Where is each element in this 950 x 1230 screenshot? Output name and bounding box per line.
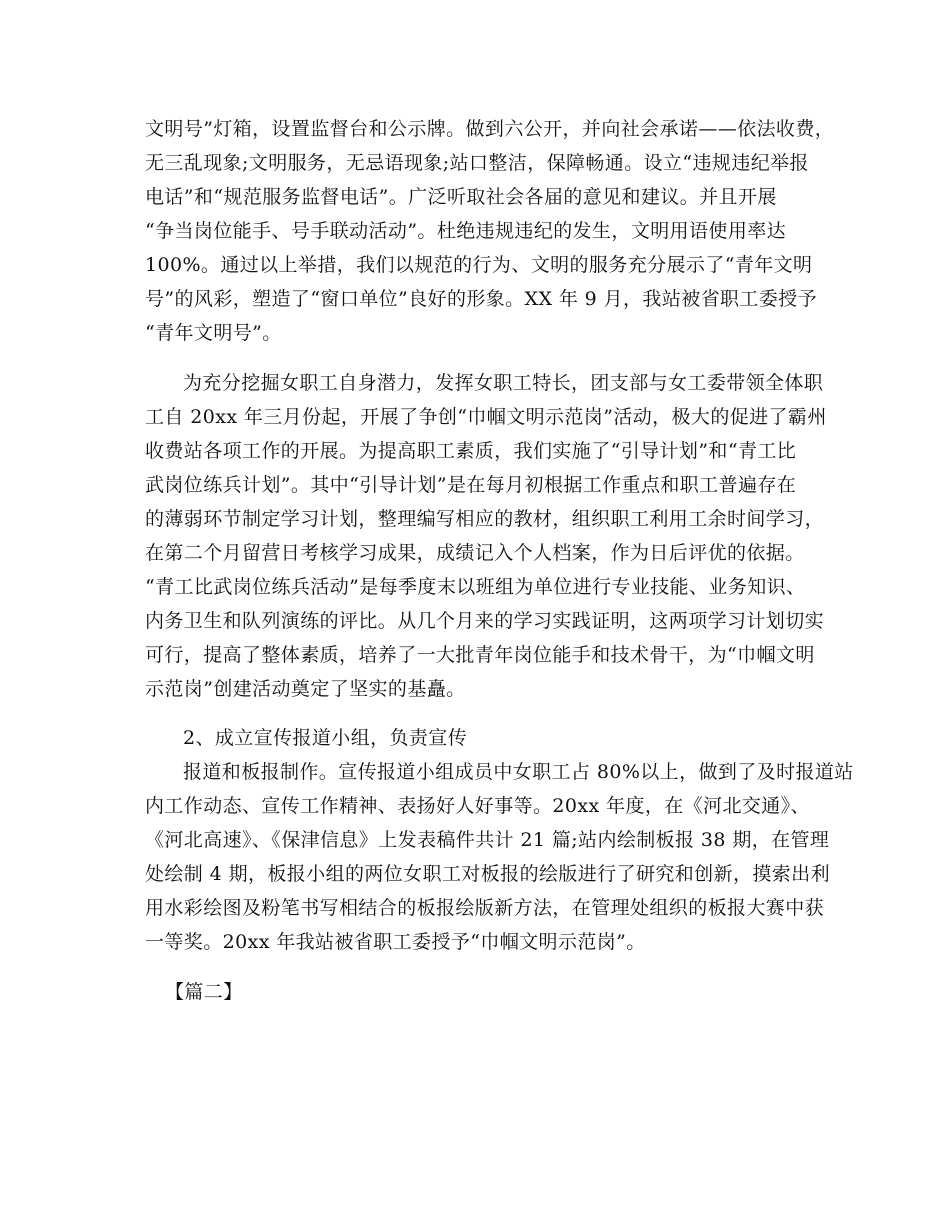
text-line: 可行，提高了整体素质，培养了一大批青年岗位能手和技术骨干，为“巾帼文明 [145,644,815,666]
text-line: 收费站各项工作的开展。为提高职工素质，我们实施了“引导计划”和“青工比 [145,440,797,462]
text-line: 内务卫生和队列演练的评比。从几个月来的学习实践证明，这两项学习计划切实 [145,610,825,632]
text-line: 号”的风彩，塑造了“窗口单位”良好的形象。XX 年 9 月，我站被省职工委授予 [145,288,818,310]
text-line: 一等奖。20xx 年我站被省职工委授予“巾帼文明示范岗”。 [145,931,646,953]
text-line: 示范岗”创建活动奠定了坚实的基矗。 [145,678,466,700]
text-line: 电话”和“规范服务监督电话”。广泛听取社会各届的意见和建议。并且开展 [145,186,777,208]
text-line: 内工作动态、宣传工作精神、表扬好人好事等。20xx 年度，在《河北交通》、 [145,795,810,817]
section-heading: 2、成立宣传报道小组，负责宣传 [183,727,468,749]
text-line: 在第二个月留营日考核学习成果，成绩记入个人档案，作为日后评优的依据。 [145,542,805,564]
text-line: 无三乱现象;文明服务，无忌语现象;站口整洁，保障畅通。设立“违规违纪举报 [145,152,809,174]
text-line: 处绘制 4 期，板报小组的两位女职工对板报的绘版进行了研究和创新，摸索出利 [145,863,830,885]
text-line: 武岗位练兵计划”。其中“引导计划”是在每月初根据工作重点和职工普遍存在 [145,474,797,496]
paragraph-first-line: 报道和板报制作。宣传报道小组成员中女职工占 80%以上，做到了及时报道站 [183,761,854,783]
text-line: 的薄弱环节制定学习计划，整理编写相应的教材，组织职工利用工余时间学习， [145,508,825,530]
part-heading: 【篇二】 [165,981,243,1003]
text-line: “争当岗位能手、号手联动活动”。杜绝违规违纪的发生，文明用语使用率达 [145,220,787,242]
text-line: 《河北高速》、《保津信息》上发表稿件共计 21 篇;站内绘制板报 38 期，在管理 [145,829,830,851]
paragraph-first-line: 为充分挖掘女职工自身潜力，发挥女职工特长，团支部与女工委带领全体职 [183,372,824,394]
text-line: “青年文明号”。 [145,322,282,344]
text-line: 用水彩绘图及粉笔书写相结合的板报绘版新方法，在管理处组织的板报大赛中获 [145,897,825,919]
text-line: 文明号”灯箱，设置监督台和公示牌。做到六公开，并向社会承诺——依法收费， [145,118,835,140]
text-line: “青工比武岗位练兵活动”是每季度末以班组为单位进行专业技能、业务知识、 [145,576,806,598]
text-line: 100%。通过以上举措，我们以规范的行为、文明的服务充分展示了“青年文明 [145,254,813,276]
text-line: 工自 20xx 年三月份起，开展了争创“巾帼文明示范岗”活动，极大的促进了霸州 [145,406,827,428]
